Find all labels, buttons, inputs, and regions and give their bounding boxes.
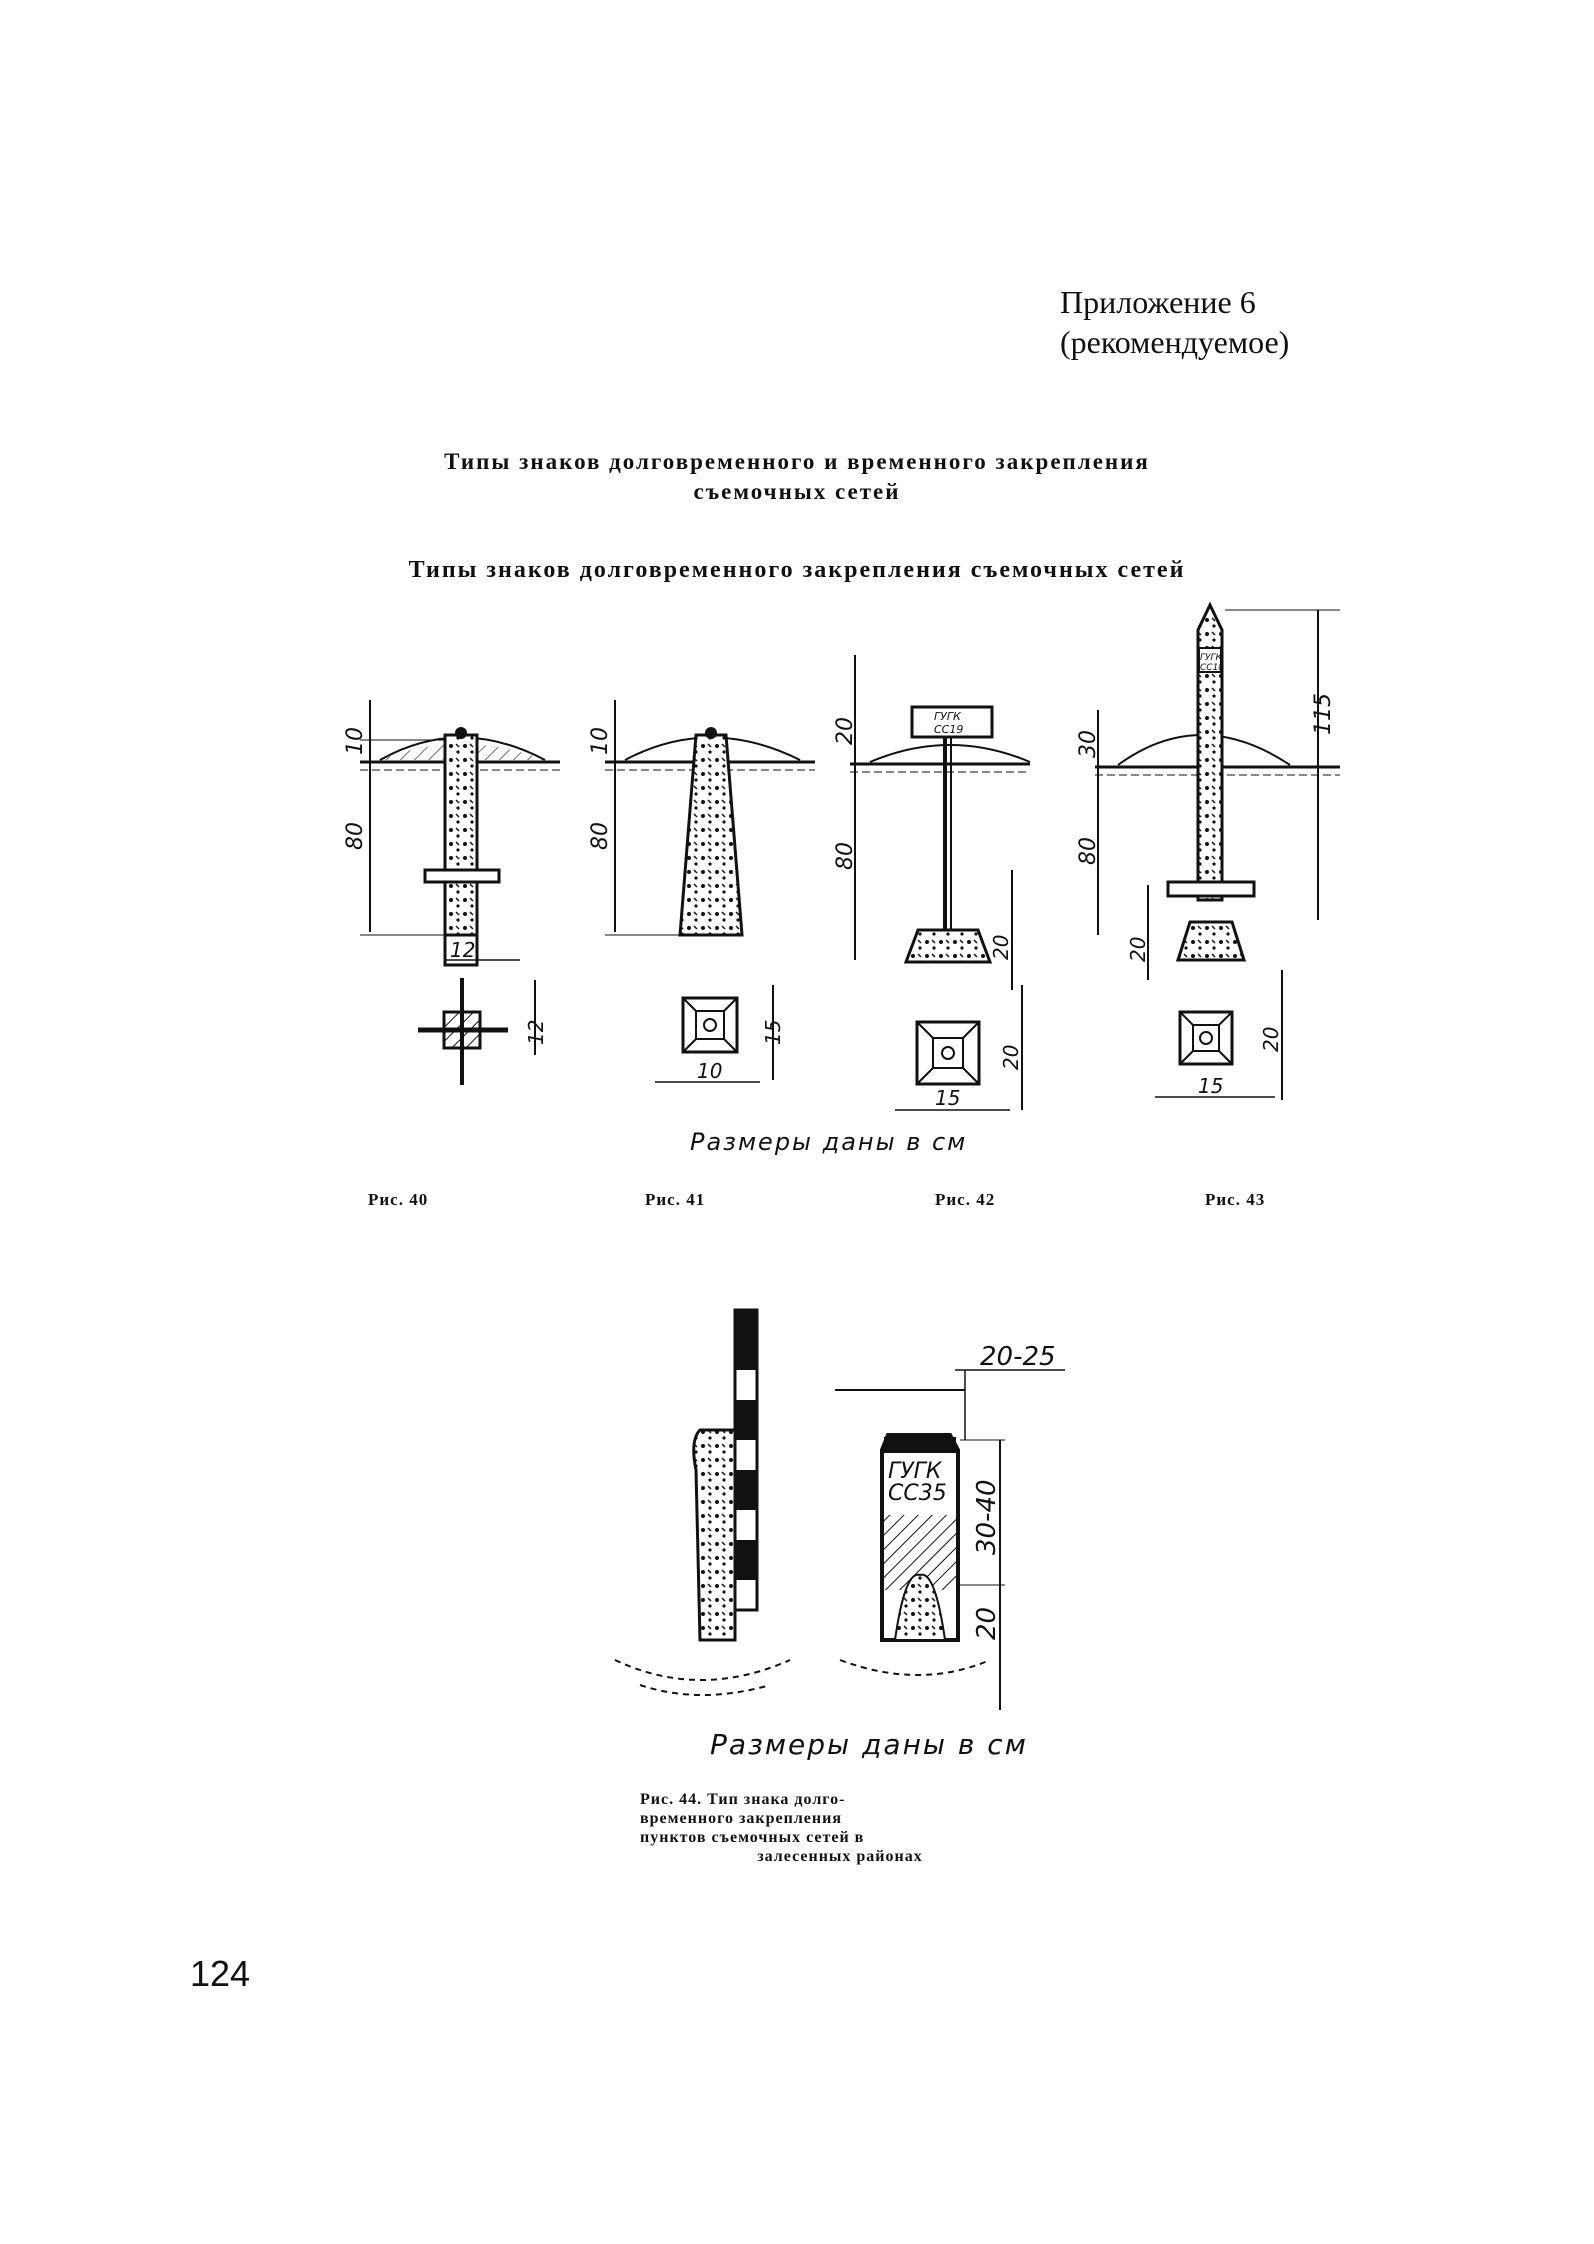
fig43-dim-depth: 80 [1076,837,1101,865]
fig43-dim-plan-w: 15 [1198,1074,1224,1098]
fig43-plate-text-1: ГУГК [1200,653,1222,663]
fig43-caption: Рис. 43 [1205,1190,1266,1209]
fig40-dim-plan: 12 [524,1019,548,1045]
fig40-caption: Рис. 40 [368,1190,429,1209]
fig42-caption: Рис. 42 [935,1190,996,1209]
fig41-dim-depth-top: 10 [588,727,613,755]
fig42-plate-text-2: СС19 [934,723,964,736]
fig40-dim-depth: 80 [343,822,368,850]
main-title-line-2: съемочных сетей [693,479,901,504]
fig44-sizes-note: Размеры даны в см [710,1728,1028,1761]
sizes-note: Размеры даны в см [690,1128,968,1156]
fig44-caption-line-3: пунктов съемочных сетей в [640,1829,865,1846]
fig44-dim-width: 20-25 [980,1342,1056,1372]
fig41-caption: Рис. 41 [645,1190,706,1209]
fig44-caption-line-1: Рис. 44. Тип знака долго- [640,1791,846,1808]
appendix-line-1: Приложение 6 [1060,284,1256,320]
fig44-dim-height: 30-40 [972,1479,1002,1555]
fig40-dim-width: 12 [450,938,476,962]
fig41-dim-depth: 80 [588,822,613,850]
fig43-dim-base: 20 [1126,936,1150,962]
section-title: Типы знаков долговременного закрепления съемочных сетей [408,557,1186,583]
fig42-dim-plan-w: 15 [935,1086,961,1110]
fig40-dim-depth-top: 10 [343,727,368,755]
fig43-drawing [1095,605,1340,1100]
fig43-dim-plan-h: 20 [1259,1026,1283,1052]
fig42-dim-height: 20 [833,717,858,745]
fig43-plate-text-2: СС18 [1200,663,1225,673]
fig42-dim-plan-h: 20 [999,1044,1023,1070]
fig42-dim-depth: 80 [833,842,858,870]
appendix-line-2: (рекомендуемое) [1060,324,1290,360]
fig44-dim-base: 20 [972,1606,1002,1640]
fig43-dim-height: 30 [1076,730,1101,758]
main-title-line-1: Типы знаков долговременного и временного закрепления [444,449,1150,474]
fig42-dim-base: 20 [989,934,1013,960]
fig41-dim-plan-h: 15 [761,1019,785,1045]
fig41-dim-plan-w: 10 [697,1059,723,1083]
page-number: 124 [190,1953,251,1994]
fig44-caption-line-2: временного закрепления [640,1810,842,1827]
fig44-caption [640,1790,1040,1866]
fig44-marker-text-2: СС35 [888,1481,947,1506]
fig43-dim-total: 115 [1311,693,1336,735]
fig42-plate-text-1: ГУГК [934,710,961,723]
fig44-marker-text-1: ГУГК [888,1459,942,1484]
fig44-caption-line-4: залесенных районах [757,1848,923,1865]
